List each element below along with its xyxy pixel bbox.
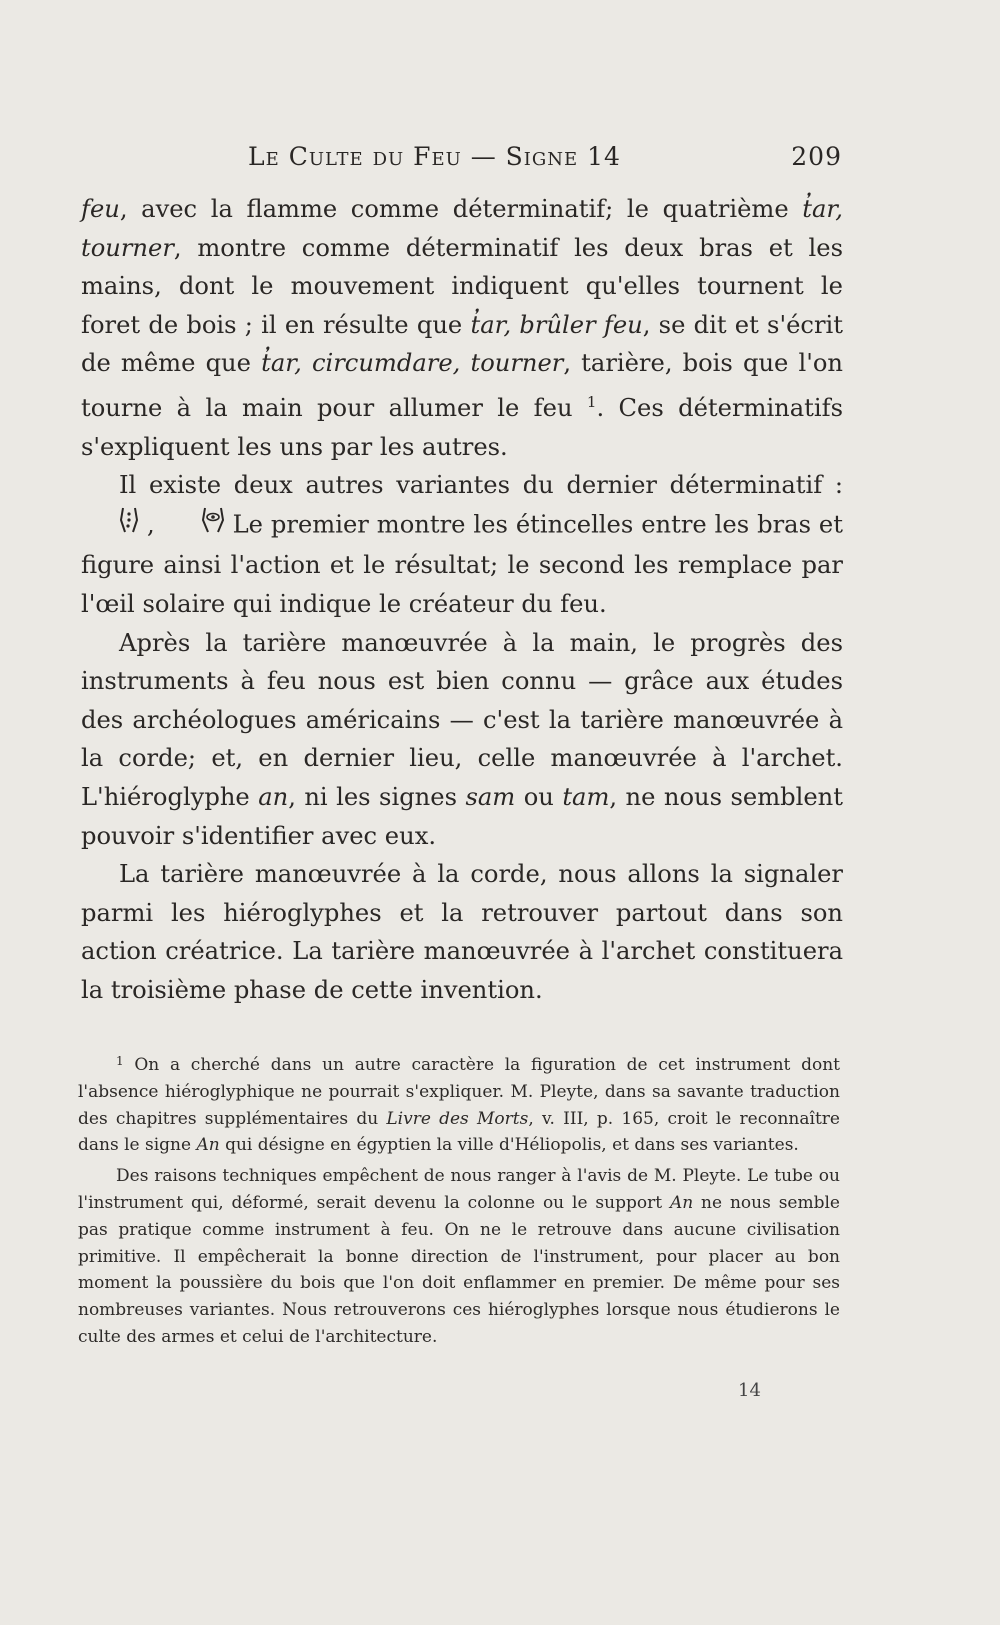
footnote-1: $^1$ On a cherché dans un autre caractère la figuration de cet instrument dont l'absence hiéroglyphique ne pourrait s'expliquer. M. Pleyte, dans sa savante traduction des chapitres supplémentaires du Livre des Morts, v. III, p. 165, croit le reconnaître dans le signe An qui désigne en égyptien la ville d'Héliopolis, et dans ses variantes. xyxy=(78,1054,840,1156)
book-title: Livre des Morts xyxy=(386,1108,529,1129)
term: An xyxy=(196,1135,220,1156)
running-title: Le Culte du Feu — Signe 14 xyxy=(248,142,621,171)
hieroglyph-arms-eye-icon xyxy=(163,505,225,547)
term: an xyxy=(258,782,289,811)
paragraph-1: feu, avec la flamme comme déterminatif; le quatrième t̓ar, tourner, montre comme déterminatif les deux bras et les mains, dont le mouvement indiquent qu'elles tournent le foret de bois ; il en résulte que t̓ar, brûler feu, se dit et s'écrit de même que t̓ar, circumdare, tourner, tarière, bois que l'on tourne à la main pour allumer le feu $^1$. Ces déterminatifs s'expliquent les uns par les autres. xyxy=(81,195,844,461)
term: An xyxy=(669,1192,694,1213)
term: tam xyxy=(562,782,610,811)
page-number: 209 xyxy=(791,142,842,171)
footnote-marker: 1 xyxy=(116,1054,124,1068)
term: t̓ar, brûler feu xyxy=(470,310,643,339)
term: feu xyxy=(81,195,120,223)
footnote-1-continued: Des raisons techniques empêchent de nous ranger à l'avis de M. Pleyte. Le tube ou l'instrument qui, déformé, serait devenu la colonne ou le support An ne nous semble pas pratique comme instrument à feu. On ne le retrouve dans aucune civilisation primitive. Il empêcherait la bonne direction de l'instrument, pour placer au bon moment la poussière du bois que l'on doit enflammer en premier. De même pour ses nombreuses variantes. Nous retrouverons ces hiéroglyphes lorsque nous étudierons le culte des armes et celui de l'architecture. xyxy=(78,1166,840,1347)
term: t̓ar, circumdare, tourner xyxy=(261,349,564,378)
footnotes xyxy=(78,1048,840,1351)
term: t̓ar, tourner xyxy=(81,195,843,262)
printer-signature-mark: 14 xyxy=(738,1380,761,1401)
main-text xyxy=(81,190,843,1010)
paragraph-4: La tarière manœuvrée à la corde, nous allons la signaler parmi les hiéroglyphes et la retrouver partout dans son action créatrice. La tarière manœuvrée à l'archet constituera la troisième phase de cette invention. xyxy=(81,860,843,1004)
hieroglyph-arms-sparks-icon xyxy=(81,505,139,547)
paragraph-3: Après la tarière manœuvrée à la main, le progrès des instruments à feu nous est bien connu — grâce aux études des archéologues américains — c'est la tarière manœuvrée à la corde; et, en dernier lieu, celle manœuvrée à l'archet. L'hiéroglyphe an, ni les signes sam ou tam, ne nous semblent pouvoir s'identifier avec eux. xyxy=(81,628,843,850)
paragraph-2: Il existe deux autres variantes du dernier déterminatif : , Le premier montre les étincelles entre les bras et figure ainsi l'action et le résultat; le second les remplace par l'œil solaire qui indique le créateur du feu. xyxy=(81,471,843,618)
footnote-ref[interactable]: 1 xyxy=(586,392,597,411)
term: sam xyxy=(465,782,516,811)
running-header xyxy=(248,142,842,182)
